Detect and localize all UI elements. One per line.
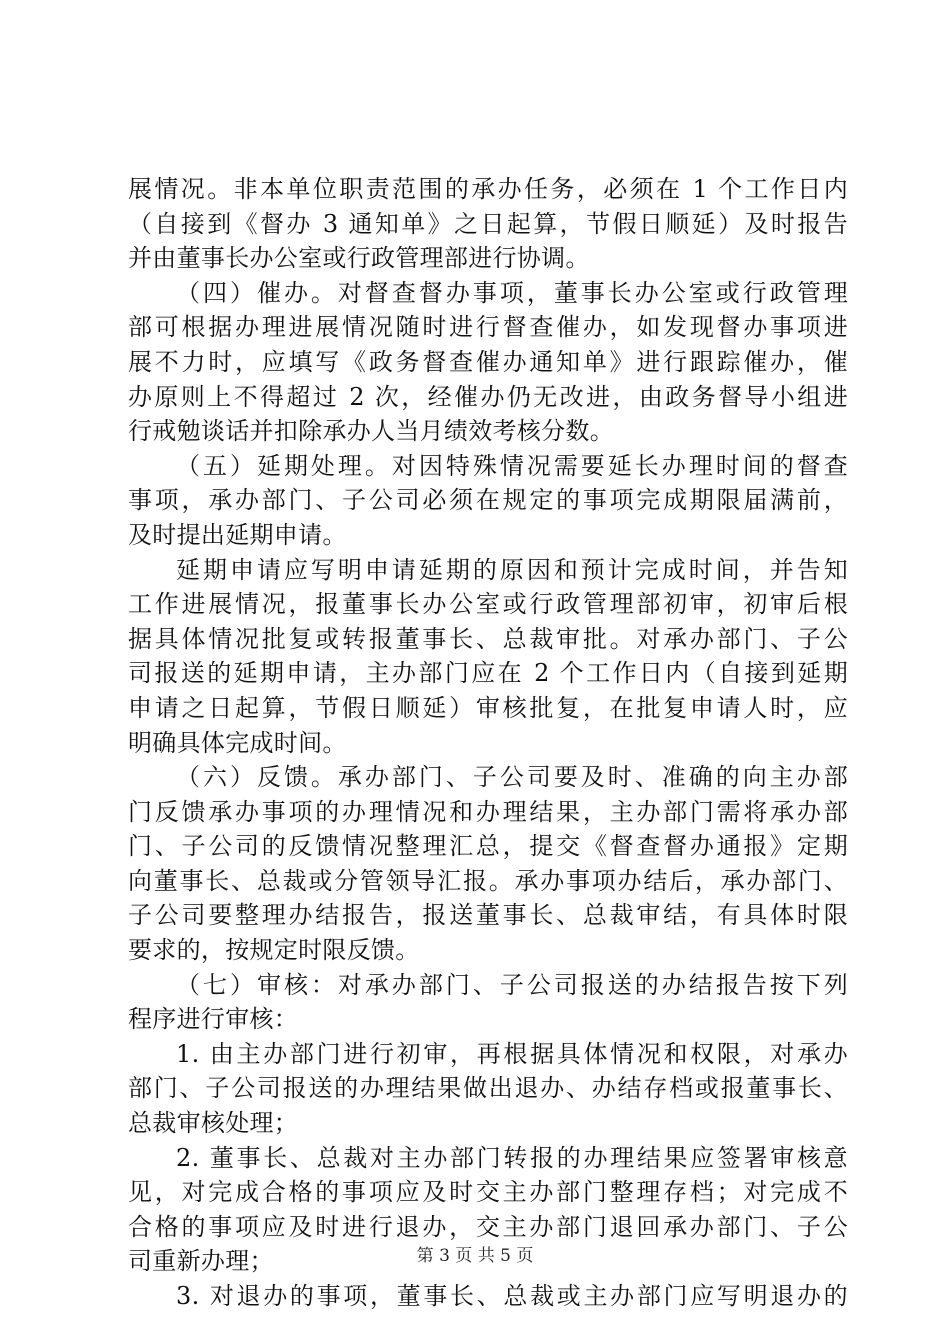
paragraph-first-line: （七）审核：对承办部门、子公司报送的办结报告按下列	[176, 970, 848, 999]
text-line: 门反馈承办事项的办理情况和办理结果，主办部门需将承办部	[128, 797, 848, 826]
text-line: 向董事长、总裁或分管领导汇报。承办事项办结后，承办部门、	[128, 866, 848, 895]
text-line: 部可根据办理进展情况随时进行督查催办，如发现督办事项进	[128, 313, 848, 342]
text-line: 并由董事长办公室或行政管理部进行协调。	[128, 244, 590, 273]
paragraph-first-line: 延期申请应写明申请延期的原因和预计完成时间，并告知	[176, 555, 848, 584]
text-line: 工作进展情况，报董事长办公室或行政管理部初审，初审后根	[128, 590, 848, 619]
text-line: 事项，承办部门、子公司必须在规定的事项完成期限届满前，	[128, 486, 848, 515]
paragraph-first-line: （四）催办。对督查督办事项，董事长办公室或行政管理	[176, 278, 848, 307]
text-line: 总裁审核处理；	[128, 1109, 299, 1138]
text-line: 门、子公司的反馈情况整理汇总，提交《督查督办通报》定期	[128, 832, 848, 861]
text-line: 要求的，按规定时限反馈。	[128, 936, 420, 965]
list-item-first-line: 3. 对退办的事项，董事长、总裁或主办部门应写明退办的	[176, 1282, 848, 1310]
text-line: 司重新办理；	[128, 1247, 274, 1276]
list-item-first-line: 1. 由主办部门进行初审，再根据具体情况和权限，对承办	[176, 1039, 848, 1068]
paragraph-first-line: （六）反馈。承办部门、子公司要及时、准确的向主办部	[176, 763, 848, 792]
list-item-first-line: 2. 董事长、总裁对主办部门转报的办理结果应签署审核意	[176, 1143, 848, 1172]
text-line: 据具体情况批复或转报董事长、总裁审批。对承办部门、子公	[128, 624, 848, 653]
text-line: 司报送的延期申请，主办部门应在 2 个工作日内（自接到延期	[128, 659, 848, 688]
text-line: 办原则上不得超过 2 次，经催办仍无改进，由政务督导小组进	[128, 382, 848, 411]
text-line: 明确具体完成时间。	[128, 728, 347, 757]
text-line: 见，对完成合格的事项应及时交主办部门整理存档；对完成不	[128, 1178, 848, 1207]
text-line: 及时提出延期申请。	[128, 520, 347, 549]
text-line: （自接到《督办 3 通知单》之日起算，节假日顺延）及时报告	[128, 209, 848, 238]
text-line: 展不力时，应填写《政务督查催办通知单》进行跟踪催办，催	[128, 347, 848, 376]
text-line: 部门、子公司报送的办理结果做出退办、办结存档或报董事长、	[128, 1074, 848, 1103]
text-line: 行戒勉谈话并扣除承办人当月绩效考核分数。	[128, 417, 614, 446]
text-line: 程序进行审核：	[128, 1005, 299, 1034]
text-line: 申请之日起算，节假日顺延）审核批复，在批复申请人时，应	[128, 693, 848, 722]
text-line: 合格的事项应及时进行退办，交主办部门退回承办部门、子公	[128, 1212, 848, 1241]
paragraph-first-line: （五）延期处理。对因特殊情况需要延长办理时间的督查	[176, 451, 848, 480]
document-body	[128, 172, 848, 1314]
text-line: 子公司要整理办结报告，报送董事长、总裁审结，有具体时限	[128, 901, 848, 930]
text-line: 展情况。非本单位职责范围的承办任务，必须在 1 个工作日内	[128, 175, 848, 203]
page-number-footer: 第 3 页 共 5 页	[416, 1246, 534, 1266]
